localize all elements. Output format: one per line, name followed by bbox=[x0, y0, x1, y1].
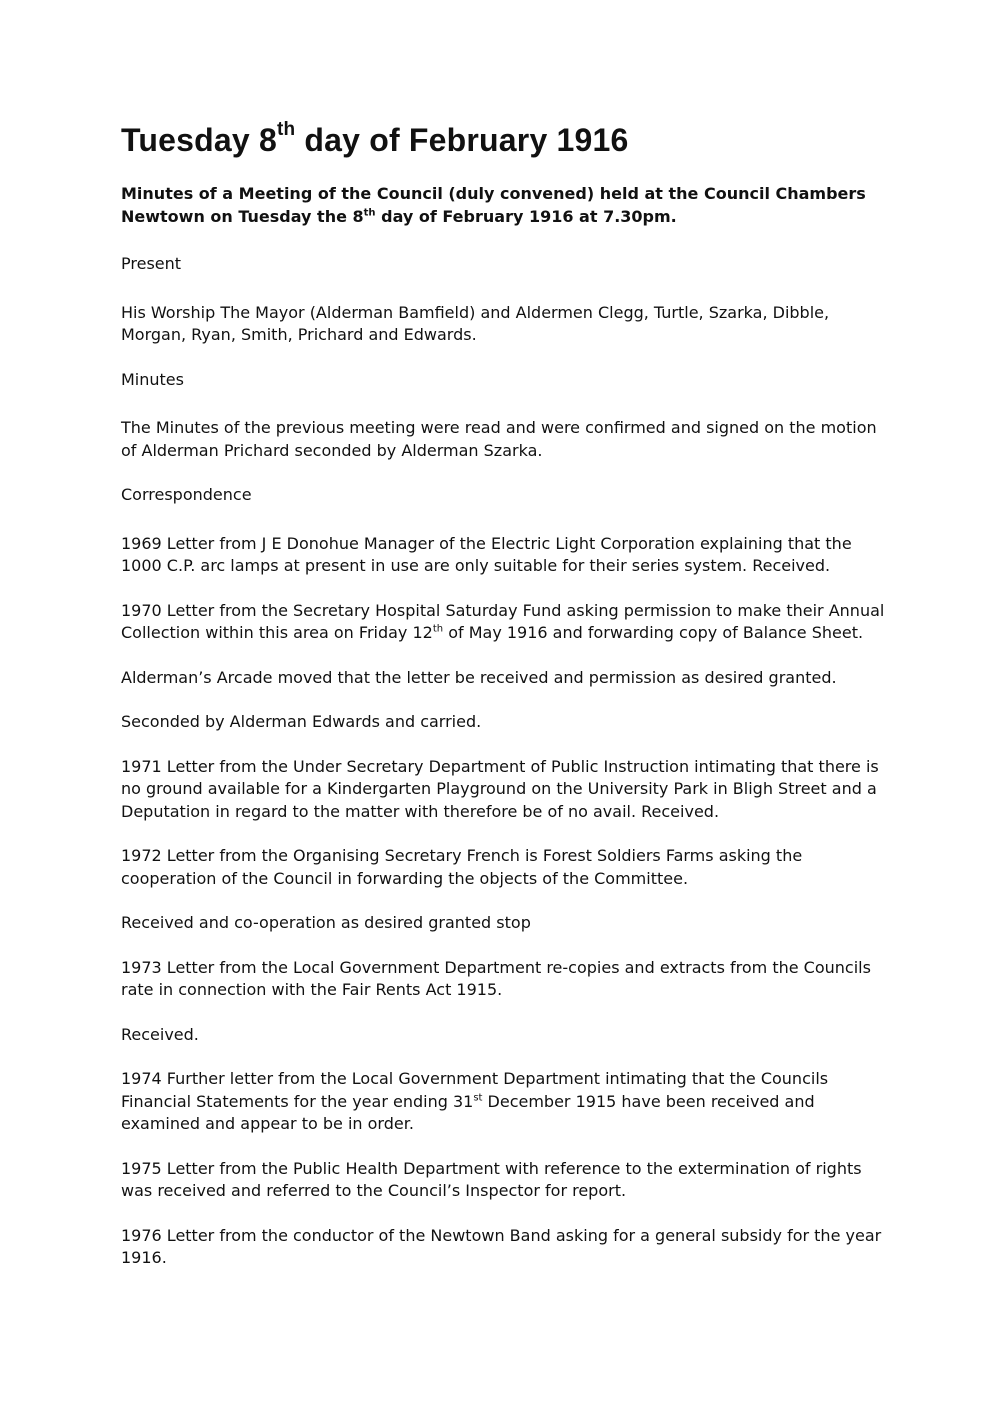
present-text: His Worship The Mayor (Alderman Bamfield) and Aldermen Clegg, Turtle, Szarka, Dibble, Morgan, Ryan, Smith, Prichard and Edwards. bbox=[121, 302, 830, 344]
item-1976: 1976 Letter from the conductor of the Newtown Band asking for a general subsidy for the year 1916. bbox=[121, 1225, 882, 1267]
title-ordinal: th bbox=[276, 119, 296, 141]
item-1974-text: 1974 Further letter from the Local Government Department intimating that the Councils Financial Statements for the year ending 31 bbox=[121, 1069, 829, 1111]
item-1974-ordinal: st bbox=[473, 1092, 483, 1104]
item-1970-motion: Alderman’s Arcade moved that the letter be received and permission as desired granted. bbox=[121, 667, 837, 687]
intro-text-end: day of February 1916 at 7.30pm. bbox=[375, 206, 677, 226]
minutes-text: The Minutes of the previous meeting were read and were confirmed and signed on the motion of Alderman Prichard seconded by Alderman Szarka. bbox=[121, 418, 877, 460]
correspondence-heading: Correspondence bbox=[121, 485, 252, 504]
minutes-heading: Minutes bbox=[121, 369, 184, 389]
item-1970-ordinal: th bbox=[432, 623, 444, 635]
title-text: Tuesday 8 bbox=[121, 122, 277, 158]
page-title bbox=[121, 118, 891, 162]
item-1973: 1973 Letter from the Local Government Department re-copies and extracts from the Councils rate in connection with the Fair Rents Act 1915. bbox=[121, 957, 871, 999]
intro-ordinal: th bbox=[363, 207, 376, 219]
item-1972-result: Received and co-operation as desired granted stop bbox=[121, 913, 531, 932]
item-1969: 1969 Letter from J E Donohue Manager of the Electric Light Corporation explaining that the 1000 C.P. arc lamps at present in use are only suitable for their series system. Received. bbox=[121, 533, 852, 575]
item-1975: 1975 Letter from the Public Health Department with reference to the extermination of rights was received and referred to the Council’s Inspector for report. bbox=[121, 1158, 862, 1200]
title-text-end: day of February 1916 bbox=[295, 122, 629, 158]
meeting-intro bbox=[121, 183, 891, 228]
item-1974 bbox=[121, 1068, 891, 1136]
item-1972: 1972 Letter from the Organising Secretary French is Forest Soldiers Farms asking the cooperation of the Council in forwarding the objects of the Committee. bbox=[121, 846, 803, 888]
item-1974-text-end: December 1915 have been received and examined and appear to be in order. bbox=[121, 1091, 815, 1133]
item-1971: 1971 Letter from the Under Secretary Department of Public Instruction intimating that there is no ground available for a Kindergarten Playground on the University Park in Bligh Street and a Deputation in regard to the matter with therefore be of no avail. Received. bbox=[121, 756, 879, 821]
item-1970 bbox=[121, 600, 891, 645]
item-1973-result: Received. bbox=[121, 1024, 199, 1044]
item-1970-text: 1970 Letter from the Secretary Hospital Saturday Fund asking permission to make their Annual Collection within this area on Friday 12 bbox=[121, 600, 885, 642]
present-heading: Present bbox=[121, 254, 182, 273]
intro-text: Minutes of a Meeting of the Council (duly convened) held at the Council Chambers Newtown on Tuesday the 8 bbox=[121, 184, 866, 226]
item-1970-text-end: of May 1916 and forwarding copy of Balance Sheet. bbox=[443, 623, 864, 642]
document-page bbox=[121, 118, 891, 1292]
item-1970-seconded: Seconded by Alderman Edwards and carried. bbox=[121, 712, 482, 731]
